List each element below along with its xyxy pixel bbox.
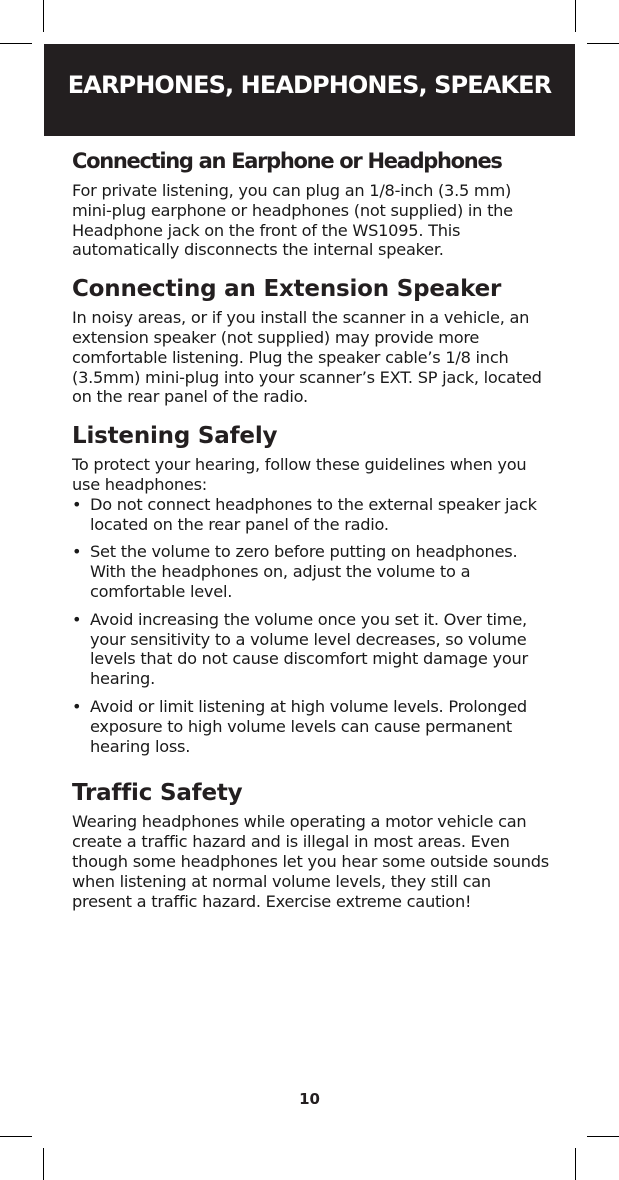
crop-mark-bottom-right	[575, 1148, 576, 1180]
list-item	[72, 495, 550, 535]
section-heading: Connecting an Extension Speaker	[72, 276, 502, 303]
section-heading: Connecting an Earphone or Headphones	[72, 149, 502, 173]
chapter-header-banner	[44, 44, 575, 136]
section-body: For private listening, you can plug an 1/8-inch (3.5 mm) mini-plug earphone or headphones (not supplied) in the Headphone jack on the front of the WS1095. This automatically disconnects the internal speaker.	[72, 181, 513, 260]
bullet-icon: •	[72, 609, 82, 629]
crop-mark-bottom-left	[43, 1148, 44, 1180]
crop-mark-top-right-h	[587, 43, 619, 44]
section-body: In noisy areas, or if you install the scanner in a vehicle, an extension speaker (not supplied) may provide more comfortable listening. Plug the speaker cable’s 1/8 inch (3.5mm) mini-plug into your scanner’s EXT. SP jack, located on the rear panel of the radio.	[72, 308, 542, 407]
list-item-text: Avoid increasing the volume once you set it. Over time, your sensitivity to a volume level decreases, so volume levels that do not cause discomfort might damage your hearing.	[90, 609, 528, 689]
section-body: To protect your hearing, follow these guidelines when you use headphones:	[72, 455, 527, 494]
bullet-icon: •	[72, 696, 82, 716]
page-number: 10	[299, 1090, 320, 1108]
section-heading: Listening Safely	[72, 423, 278, 450]
section-listening-safely	[72, 419, 550, 756]
chapter-title: EARPHONES, HEADPHONES, SPEAKER	[67, 71, 552, 99]
list-item-text: Avoid or limit listening at high volume levels. Prolonged exposure to high volume levels can cause permanent hearing loss.	[90, 696, 527, 756]
section-heading: Traffic Safety	[72, 780, 243, 807]
crop-mark-bottom-right-h	[587, 1136, 619, 1137]
section-earphone	[72, 143, 550, 260]
crop-mark-top-left	[43, 0, 44, 32]
list-item	[72, 610, 550, 689]
guidelines-list	[72, 495, 550, 757]
page-content	[72, 143, 550, 911]
list-item	[72, 542, 550, 601]
crop-mark-top-left-h	[0, 43, 32, 44]
section-traffic-safety	[72, 776, 550, 911]
list-item-text: Set the volume to zero before putting on headphones. With the headphones on, adjust the volume to a comfortable level.	[90, 542, 518, 601]
section-extension-speaker	[72, 272, 550, 407]
section-body: Wearing headphones while operating a motor vehicle can create a traffic hazard and is illegal in most areas. Even though some headphones let you hear some outside sounds when listening at normal volume levels, they still can present a traffic hazard. Exercise extreme caution!	[72, 812, 549, 911]
crop-mark-top-right	[575, 0, 576, 32]
list-item	[72, 697, 550, 756]
bullet-icon: •	[72, 542, 82, 562]
bullet-icon: •	[72, 494, 82, 514]
crop-mark-bottom-left-h	[0, 1136, 32, 1137]
list-item-text: Do not connect headphones to the external speaker jack located on the rear panel of the radio.	[90, 494, 537, 534]
